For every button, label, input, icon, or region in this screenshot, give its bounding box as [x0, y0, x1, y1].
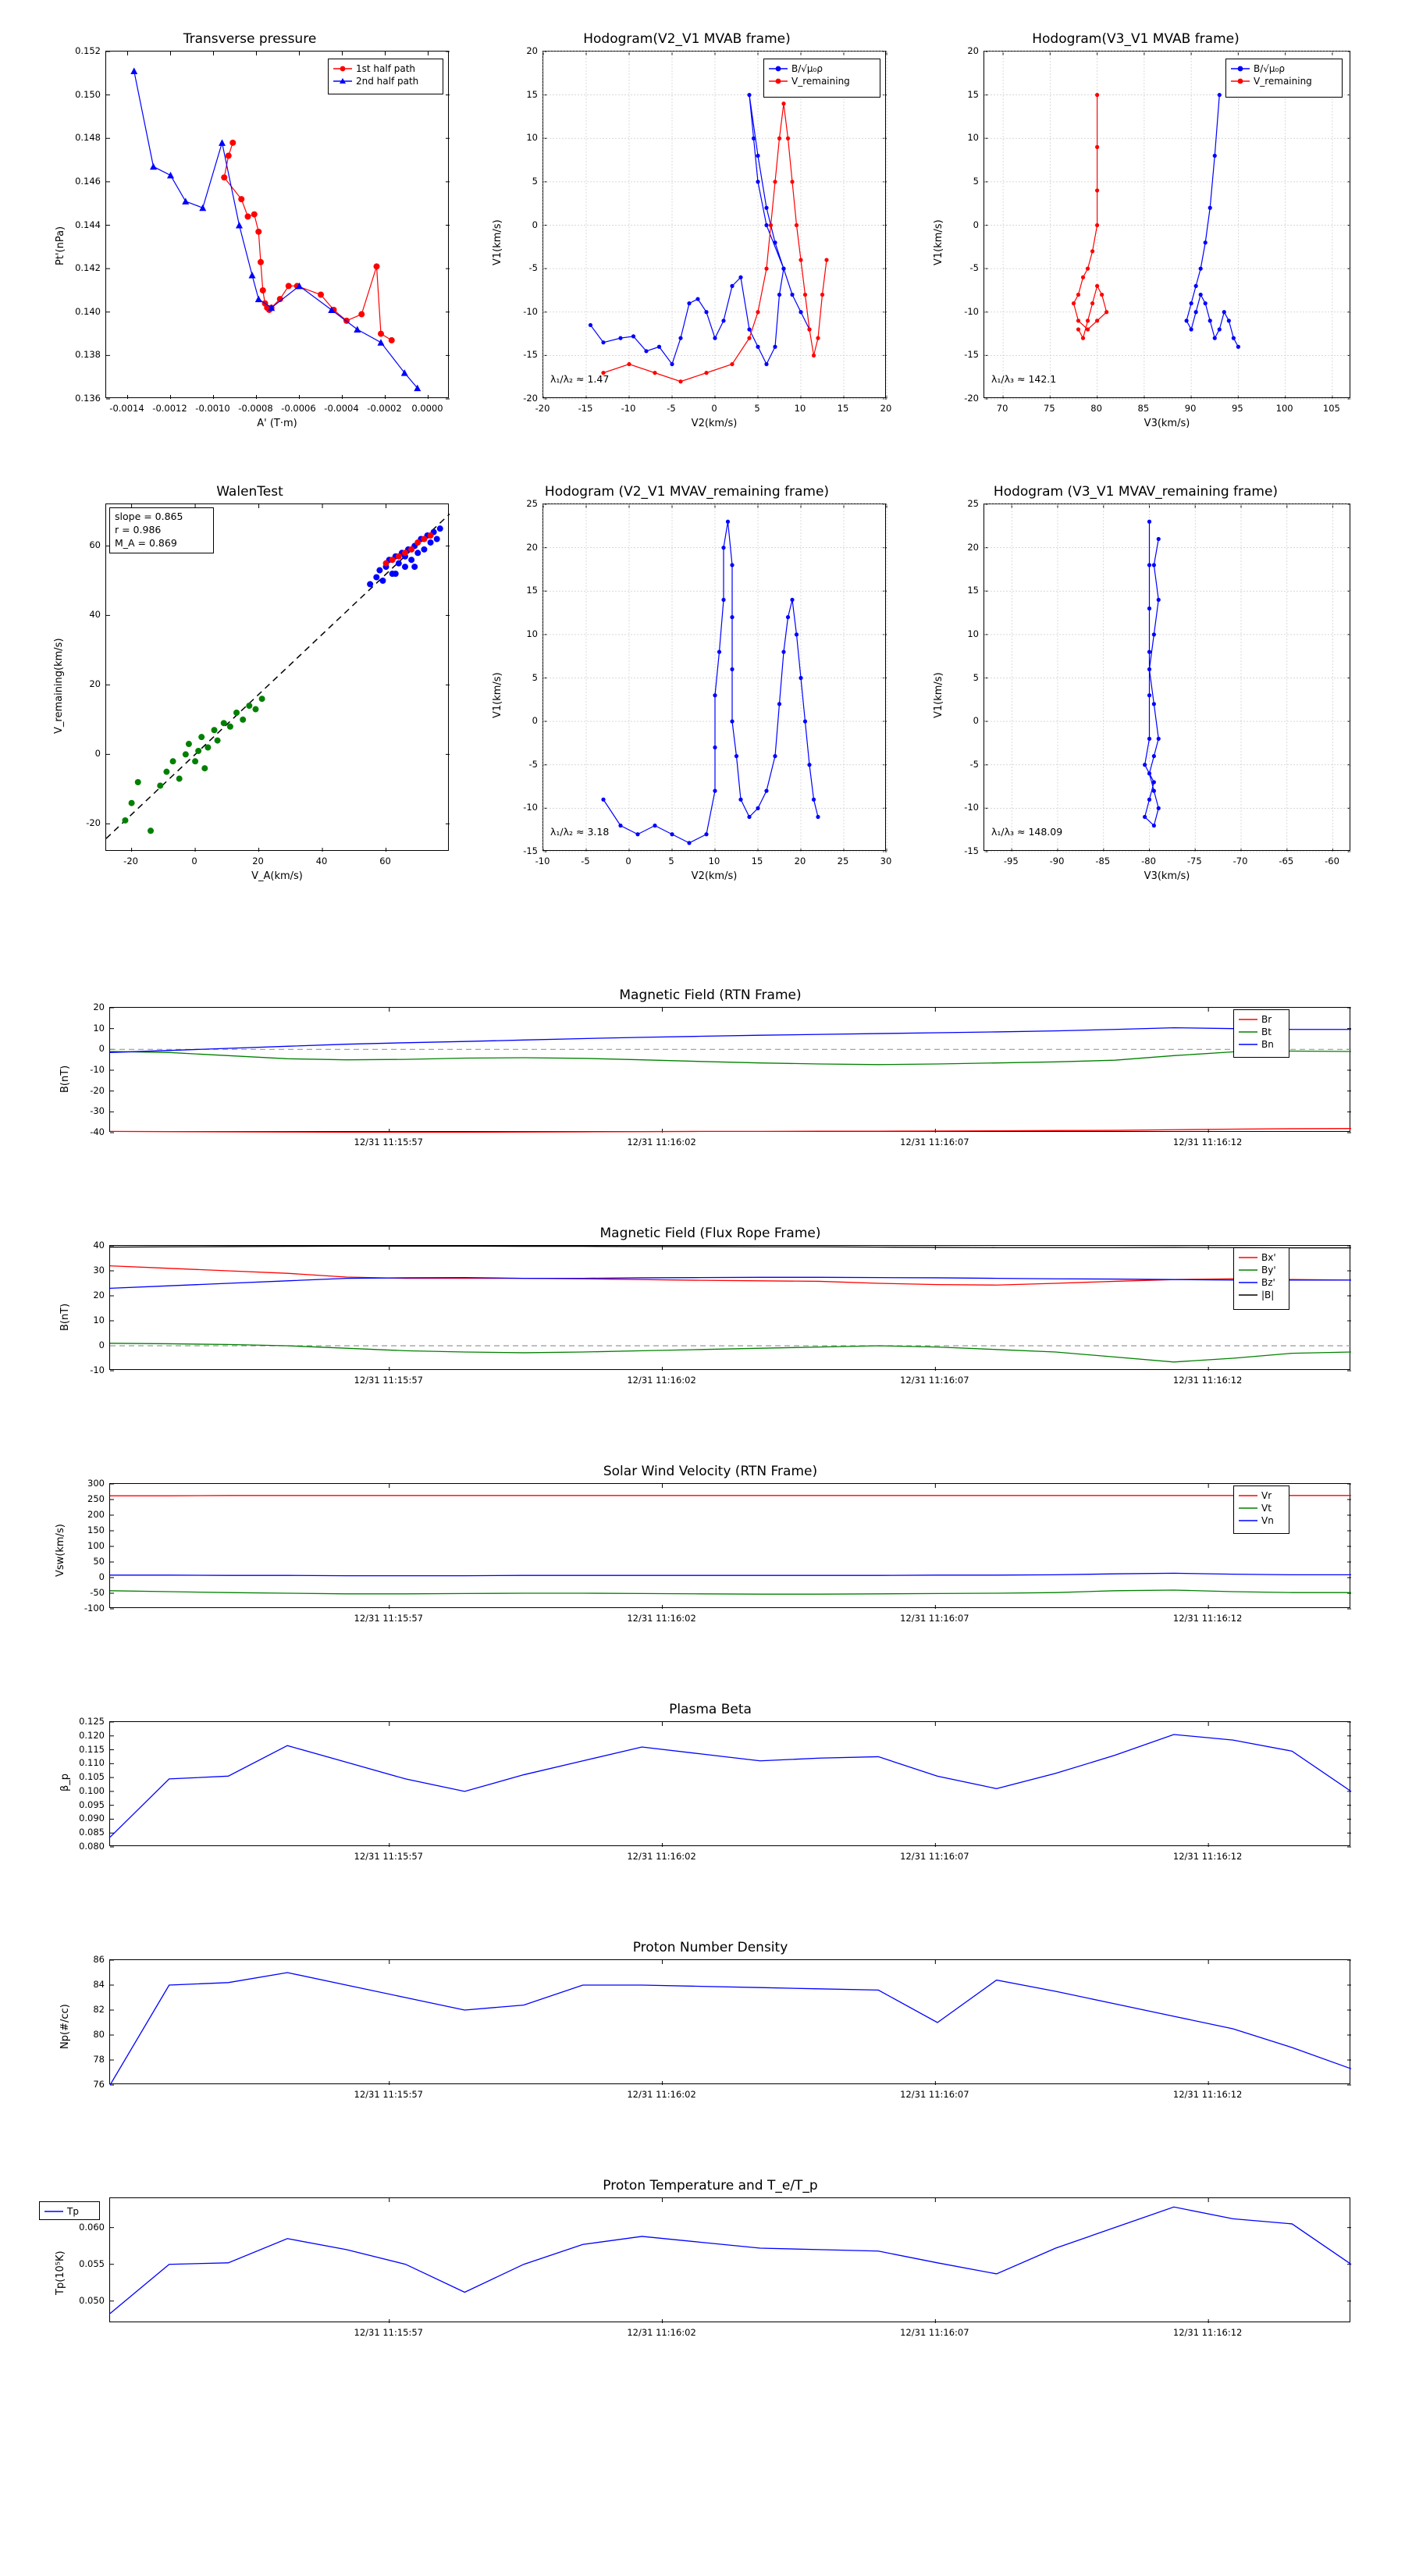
y-tick-label: 10: [93, 1022, 105, 1034]
panel-hodogram-v3v1-mvav: [905, 468, 1374, 882]
x-tick-label: 12/31 11:16:12: [1172, 1851, 1243, 1862]
plot-area: [109, 1721, 1350, 1846]
eigenvalue-ratio-annotation: λ₁/λ₂ ≈ 1.47: [550, 373, 610, 385]
x-tick-label: 12/31 11:16:02: [627, 1137, 696, 1147]
legend-label: Vn: [1261, 1515, 1274, 1526]
x-tick-label: 12/31 11:15:57: [354, 2327, 423, 2338]
x-tick-label: -10: [535, 856, 550, 866]
x-tick-label: -15: [578, 403, 593, 414]
x-tick-label: 12/31 11:15:57: [354, 1851, 423, 1862]
legend-item: [769, 75, 875, 87]
y-tick-label: 0.055: [79, 2258, 105, 2269]
x-tick-label: -65: [1279, 856, 1294, 866]
legend-label: B/√μ₀ρ: [791, 63, 823, 74]
panel-title: Hodogram (V3_V1 MVAV_remaining frame): [993, 484, 1279, 500]
x-tick-label: 15: [751, 856, 763, 866]
y-tick-label: 5: [532, 175, 538, 187]
y-tick-label: -15: [964, 845, 979, 856]
y-tick-label: 80: [93, 2029, 105, 2040]
x-tick-label: 105: [1322, 403, 1340, 414]
y-tick-label: 15: [526, 585, 538, 596]
eigenvalue-ratio-annotation: λ₁/λ₂ ≈ 3.18: [550, 826, 610, 838]
panel-magnetic-field-rtn: [31, 987, 1389, 1179]
x-tick-label: 0: [711, 403, 717, 414]
plot-svg: [110, 1008, 1351, 1133]
legend-label: Vt: [1261, 1503, 1272, 1514]
legend-swatch: [769, 77, 788, 85]
legend-item: [1239, 1514, 1284, 1527]
x-tick-label: -70: [1232, 856, 1248, 866]
legend-item: [1231, 75, 1337, 87]
legend: [1233, 1009, 1289, 1058]
y-tick-label: -10: [90, 1064, 105, 1075]
y-axis-label: Np(#/cc): [59, 2004, 71, 2049]
legend-item: [1239, 1276, 1284, 1289]
x-tick-label: 90: [1184, 403, 1197, 414]
y-tick-label: -5: [969, 262, 979, 274]
plot-svg: [106, 504, 450, 852]
y-tick-label: 100: [87, 1540, 105, 1551]
x-tick-label: -20: [535, 403, 550, 414]
y-tick-label: 0.140: [75, 305, 101, 317]
legend-label: Bx': [1261, 1252, 1276, 1263]
x-tick-label: 85: [1137, 403, 1150, 414]
y-tick-label: -30: [90, 1105, 105, 1117]
x-tick-label: 10: [794, 403, 806, 414]
y-axis-label: B(nT): [59, 1303, 71, 1331]
y-tick-label: 0.115: [79, 1743, 105, 1755]
legend-label: 1st half path: [356, 63, 416, 74]
x-tick-label: 10: [708, 856, 720, 866]
x-tick-label: 12/31 11:16:07: [900, 1137, 969, 1147]
legend-label: |B|: [1261, 1290, 1275, 1300]
plot-area: [109, 1959, 1350, 2084]
x-tick-label: 12/31 11:16:12: [1172, 1613, 1243, 1624]
x-tick-label: -5: [667, 403, 676, 414]
x-tick-label: 12/31 11:16:02: [627, 1613, 696, 1624]
y-tick-label: 25: [526, 498, 538, 509]
y-axis-label: β_p: [59, 1773, 71, 1791]
x-tick-label: -0.0010: [195, 403, 230, 414]
panel-plasma-beta: [31, 1702, 1389, 1893]
y-tick-label: 0.060: [79, 2221, 105, 2233]
y-tick-label: 0.152: [75, 45, 101, 56]
panel-proton-temperature: [31, 2178, 1389, 2369]
y-tick-label: 10: [93, 1315, 105, 1325]
y-tick-label: 0.090: [79, 1813, 105, 1824]
y-axis-label: V1(km/s): [933, 672, 944, 718]
x-tick-label: 12/31 11:16:12: [1172, 2089, 1243, 2100]
x-tick-label: 0: [191, 856, 197, 866]
plot-svg: [543, 504, 887, 852]
panel-title: Proton Temperature and T_e/T_p: [603, 2178, 818, 2194]
x-axis-label: V3(km/s): [1144, 870, 1190, 882]
x-tick-label: 12/31 11:16:07: [900, 1375, 969, 1386]
x-tick-label: -0.0014: [109, 403, 144, 414]
y-tick-label: 0.085: [79, 1827, 105, 1838]
y-tick-label: -50: [90, 1587, 105, 1598]
x-tick-label: -90: [1049, 856, 1065, 866]
legend-label: Bt: [1261, 1026, 1272, 1037]
y-tick-label: 200: [87, 1509, 105, 1520]
legend-swatch: [1239, 1266, 1257, 1274]
y-tick-label: -20: [964, 393, 979, 404]
y-axis-label: V1(km/s): [492, 219, 503, 265]
y-tick-label: 0.120: [79, 1729, 105, 1741]
y-tick-label: 10: [967, 628, 979, 639]
legend-item: [1239, 1038, 1284, 1051]
y-tick-label: 5: [973, 175, 979, 187]
x-tick-label: 60: [379, 856, 391, 866]
legend-label: V_remaining: [1254, 76, 1312, 87]
y-tick-label: -10: [523, 802, 538, 813]
y-axis-label: Pt'(nPa): [55, 226, 66, 265]
plot-area: [984, 51, 1350, 398]
x-tick-label: 30: [880, 856, 892, 866]
x-tick-label: -0.0002: [367, 403, 402, 414]
y-tick-label: 0.150: [75, 88, 101, 100]
x-tick-label: -0.0006: [281, 403, 316, 414]
legend-item: [1239, 1489, 1284, 1502]
x-tick-label: 12/31 11:16:02: [627, 2327, 696, 2338]
plot-area: [105, 503, 449, 851]
y-tick-label: 0.142: [75, 262, 101, 274]
plot-svg: [110, 1484, 1351, 1609]
plot-svg: [543, 52, 887, 399]
x-tick-label: 12/31 11:16:07: [900, 2089, 969, 2100]
x-axis-label: V_A(km/s): [251, 870, 303, 882]
y-tick-label: 10: [526, 132, 538, 144]
x-tick-label: 12/31 11:15:57: [354, 1375, 423, 1386]
y-tick-label: 0: [973, 715, 979, 727]
panel-walen-test: [31, 468, 468, 882]
y-tick-label: -100: [84, 1603, 105, 1614]
plot-area: [109, 2197, 1350, 2322]
panel-title: Plasma Beta: [669, 1702, 752, 1717]
y-tick-label: 0.095: [79, 1799, 105, 1810]
legend-label: Vr: [1261, 1490, 1272, 1501]
y-tick-label: 20: [967, 541, 979, 553]
x-tick-label: 20: [252, 856, 264, 866]
legend: [328, 59, 443, 94]
x-tick-label: 12/31 11:16:02: [627, 2089, 696, 2100]
y-tick-label: -5: [528, 758, 538, 770]
panel-title: Transverse pressure: [183, 31, 317, 47]
legend-swatch: [1239, 1028, 1257, 1036]
legend-label: By': [1261, 1265, 1276, 1276]
y-tick-label: 0.080: [79, 1841, 105, 1852]
y-tick-label: 10: [526, 628, 538, 639]
legend-swatch: [333, 77, 352, 85]
y-tick-label: 5: [973, 671, 979, 683]
y-tick-label: 40: [89, 609, 101, 621]
y-tick-label: 20: [93, 1290, 105, 1300]
plot-area: [109, 1483, 1350, 1608]
plot-svg: [110, 2198, 1351, 2323]
y-tick-label: -15: [523, 349, 538, 361]
x-tick-label: 12/31 11:16:02: [627, 1851, 696, 1862]
panel-title: WalenTest: [216, 484, 283, 500]
legend-item: [769, 62, 875, 75]
x-tick-label: 5: [668, 856, 674, 866]
panel-hodogram-v2v1-mvav: [468, 468, 905, 882]
x-tick-label: -5: [581, 856, 590, 866]
legend-swatch: [1239, 1041, 1257, 1048]
panel-title: Proton Number Density: [632, 1940, 788, 1955]
x-tick-label: 20: [794, 856, 806, 866]
legend-swatch: [1239, 1492, 1257, 1500]
x-tick-label: 12/31 11:16:12: [1172, 2327, 1243, 2338]
y-tick-label: -20: [86, 817, 101, 829]
legend-item: [1239, 1289, 1284, 1301]
legend-item: [333, 62, 438, 75]
y-tick-label: 15: [526, 88, 538, 100]
legend-swatch: [1239, 1254, 1257, 1261]
y-tick-label: 0: [98, 1571, 105, 1582]
legend: [763, 59, 880, 98]
legend-swatch: [1239, 1291, 1257, 1299]
x-tick-label: 12/31 11:16:12: [1172, 1375, 1243, 1386]
x-tick-label: -85: [1095, 856, 1111, 866]
y-tick-label: -10: [523, 305, 538, 317]
y-axis-label: Vsw(km/s): [55, 1524, 66, 1577]
y-tick-label: 50: [93, 1556, 105, 1567]
panel-title: Magnetic Field (RTN Frame): [619, 987, 802, 1003]
x-tick-label: -0.0012: [152, 403, 187, 414]
x-tick-label: 0.0000: [411, 403, 443, 414]
y-tick-label: -40: [90, 1126, 105, 1137]
y-tick-label: 0: [98, 1340, 105, 1350]
y-tick-label: 300: [87, 1478, 105, 1489]
legend: [1225, 59, 1343, 98]
legend-swatch: [1231, 65, 1250, 73]
x-tick-label: -0.0004: [324, 403, 359, 414]
x-tick-label: 12/31 11:16:02: [627, 1375, 696, 1386]
legend-swatch: [769, 65, 788, 73]
legend: [1233, 1485, 1289, 1534]
legend-item: [333, 75, 438, 87]
stat-line: slope = 0.865: [115, 511, 183, 522]
y-tick-label: 25: [967, 498, 979, 509]
walen-stats-box: [109, 507, 214, 553]
y-tick-label: -15: [523, 845, 538, 856]
plot-area: [542, 503, 886, 851]
legend-label: Bz': [1261, 1277, 1275, 1288]
y-tick-label: 150: [87, 1525, 105, 1535]
x-tick-label: 70: [996, 403, 1008, 414]
legend-swatch: [1239, 1504, 1257, 1512]
y-tick-label: -15: [964, 349, 979, 361]
x-tick-label: -10: [621, 403, 636, 414]
x-tick-label: 80: [1090, 403, 1102, 414]
y-axis-label: Tp(10⁵K): [55, 2250, 66, 2295]
y-tick-label: -20: [90, 1084, 105, 1096]
y-tick-label: 5: [532, 671, 538, 683]
legend-swatch: [1239, 1517, 1257, 1525]
legend-item: [1239, 1026, 1284, 1038]
x-tick-label: 40: [315, 856, 328, 866]
panel-title: Solar Wind Velocity (RTN Frame): [603, 1464, 818, 1479]
y-tick-label: -10: [964, 305, 979, 317]
y-tick-label: 0.148: [75, 132, 101, 144]
y-tick-label: -10: [964, 802, 979, 813]
x-tick-label: -0.0008: [238, 403, 273, 414]
panel-solar-wind-velocity: [31, 1464, 1389, 1655]
y-tick-label: 40: [93, 1240, 105, 1251]
y-tick-label: 0: [98, 1043, 105, 1055]
y-tick-label: 0.138: [75, 349, 101, 361]
eigenvalue-ratio-annotation: λ₁/λ₃ ≈ 142.1: [991, 373, 1057, 385]
y-tick-label: 60: [89, 539, 101, 551]
plot-svg: [110, 1722, 1351, 1847]
x-tick-label: 100: [1275, 403, 1293, 414]
y-tick-label: 20: [526, 541, 538, 553]
x-tick-label: -20: [123, 856, 138, 866]
plot-svg: [110, 1960, 1351, 2085]
plot-svg: [984, 52, 1351, 399]
legend-swatch: [1239, 1016, 1257, 1023]
y-tick-label: 20: [526, 45, 538, 56]
y-axis-label: V1(km/s): [492, 672, 503, 718]
y-tick-label: 82: [93, 2004, 105, 2015]
legend-item: [1231, 62, 1337, 75]
legend-swatch: [1239, 1279, 1257, 1286]
y-tick-label: 20: [967, 45, 979, 56]
y-tick-label: 0: [94, 748, 101, 760]
eigenvalue-ratio-annotation: λ₁/λ₃ ≈ 148.09: [991, 826, 1063, 838]
x-axis-label: V2(km/s): [691, 418, 738, 429]
panel-title: Hodogram(V3_V1 MVAB frame): [1032, 31, 1240, 47]
y-tick-label: 0.050: [79, 2294, 105, 2306]
x-tick-label: 25: [837, 856, 849, 866]
plot-area: [984, 503, 1350, 851]
y-tick-label: -20: [523, 393, 538, 404]
x-axis-label: A' (T·m): [257, 418, 297, 429]
y-tick-label: 0.110: [79, 1757, 105, 1769]
x-tick-label: 12/31 11:15:57: [354, 1613, 423, 1624]
x-tick-label: 12/31 11:16:07: [900, 1613, 969, 1624]
legend-label: Bn: [1261, 1039, 1274, 1050]
x-tick-label: 12/31 11:16:12: [1172, 1137, 1243, 1147]
plot-area: [109, 1007, 1350, 1132]
y-tick-label: 0.105: [79, 1771, 105, 1783]
plot-svg: [110, 1246, 1351, 1371]
y-axis-label: V_remaining(km/s): [53, 638, 65, 734]
y-tick-label: 0.136: [75, 393, 101, 404]
y-tick-label: 76: [93, 2079, 105, 2090]
legend: [1233, 1247, 1289, 1310]
x-tick-label: 20: [880, 403, 892, 414]
legend-item: [1239, 1013, 1284, 1026]
x-tick-label: 75: [1044, 403, 1055, 414]
y-tick-label: 15: [967, 88, 979, 100]
y-tick-label: 20: [93, 1002, 105, 1012]
panel-title: Hodogram(V2_V1 MVAB frame): [583, 31, 791, 47]
y-tick-label: -5: [969, 758, 979, 770]
x-tick-label: -60: [1325, 856, 1339, 866]
y-tick-label: -10: [90, 1364, 105, 1375]
plot-svg: [106, 52, 450, 399]
x-tick-label: 12/31 11:15:57: [354, 2089, 423, 2100]
y-axis-label: B(nT): [59, 1065, 71, 1093]
y-tick-label: 30: [93, 1265, 105, 1276]
y-tick-label: 86: [93, 1954, 105, 1965]
stat-line: M_A = 0.869: [115, 536, 177, 549]
legend-swatch: [44, 2208, 63, 2215]
y-tick-label: 250: [87, 1493, 105, 1504]
legend-item: [1239, 1502, 1284, 1514]
x-axis-label: V2(km/s): [691, 870, 738, 882]
y-tick-label: 84: [93, 1979, 105, 1990]
y-tick-label: 0: [973, 219, 979, 230]
legend-item: [1239, 1264, 1284, 1276]
x-axis-label: V3(km/s): [1144, 418, 1190, 429]
stat-line: r = 0.986: [115, 523, 162, 535]
legend-swatch: [333, 65, 352, 73]
legend-label: Tp: [67, 2206, 79, 2217]
legend-item: [44, 2205, 94, 2218]
y-tick-label: 0.144: [75, 219, 101, 230]
panel-title: Hodogram (V2_V1 MVAV_remaining frame): [544, 484, 830, 500]
x-tick-label: 95: [1232, 403, 1243, 414]
legend: [39, 2201, 100, 2220]
x-tick-label: -95: [1003, 856, 1019, 866]
legend-label: B/√μ₀ρ: [1254, 63, 1285, 74]
y-tick-label: 0.146: [75, 175, 101, 187]
x-tick-label: 12/31 11:16:07: [900, 2327, 969, 2338]
legend-label: Br: [1261, 1014, 1272, 1025]
x-tick-label: 5: [754, 403, 760, 414]
x-tick-label: 15: [837, 403, 849, 414]
plot-svg: [984, 504, 1351, 852]
panel-proton-number-density: [31, 1940, 1389, 2131]
x-tick-label: 0: [625, 856, 631, 866]
legend-label: 2nd half path: [356, 76, 419, 87]
x-tick-label: 12/31 11:16:07: [900, 1851, 969, 1862]
panel-title: Magnetic Field (Flux Rope Frame): [599, 1226, 821, 1241]
x-tick-label: 12/31 11:15:57: [354, 1137, 423, 1147]
legend-label: V_remaining: [791, 76, 850, 87]
panel-hodogram-v2v1-mvab: [468, 16, 905, 429]
plot-area: [105, 51, 449, 398]
y-tick-label: 0: [532, 219, 538, 230]
y-tick-label: 0.125: [79, 1716, 105, 1727]
legend-item: [1239, 1251, 1284, 1264]
x-tick-label: -75: [1186, 856, 1202, 866]
legend-swatch: [1231, 77, 1250, 85]
y-tick-label: 20: [89, 678, 101, 690]
plot-area: [109, 1245, 1350, 1370]
panel-magnetic-field-flux-rope: [31, 1226, 1389, 1417]
y-axis-label: V1(km/s): [933, 219, 944, 265]
y-tick-label: 10: [967, 132, 979, 144]
y-tick-label: -5: [528, 262, 538, 274]
y-tick-label: 15: [967, 585, 979, 596]
x-tick-label: -80: [1141, 856, 1156, 866]
y-tick-label: 0: [532, 715, 538, 727]
panel-transverse-pressure: [31, 16, 468, 429]
y-tick-label: 0.100: [79, 1784, 105, 1796]
y-tick-label: 78: [93, 2054, 105, 2065]
plot-area: [542, 51, 886, 398]
panel-hodogram-v3v1-mvab: [905, 16, 1374, 429]
